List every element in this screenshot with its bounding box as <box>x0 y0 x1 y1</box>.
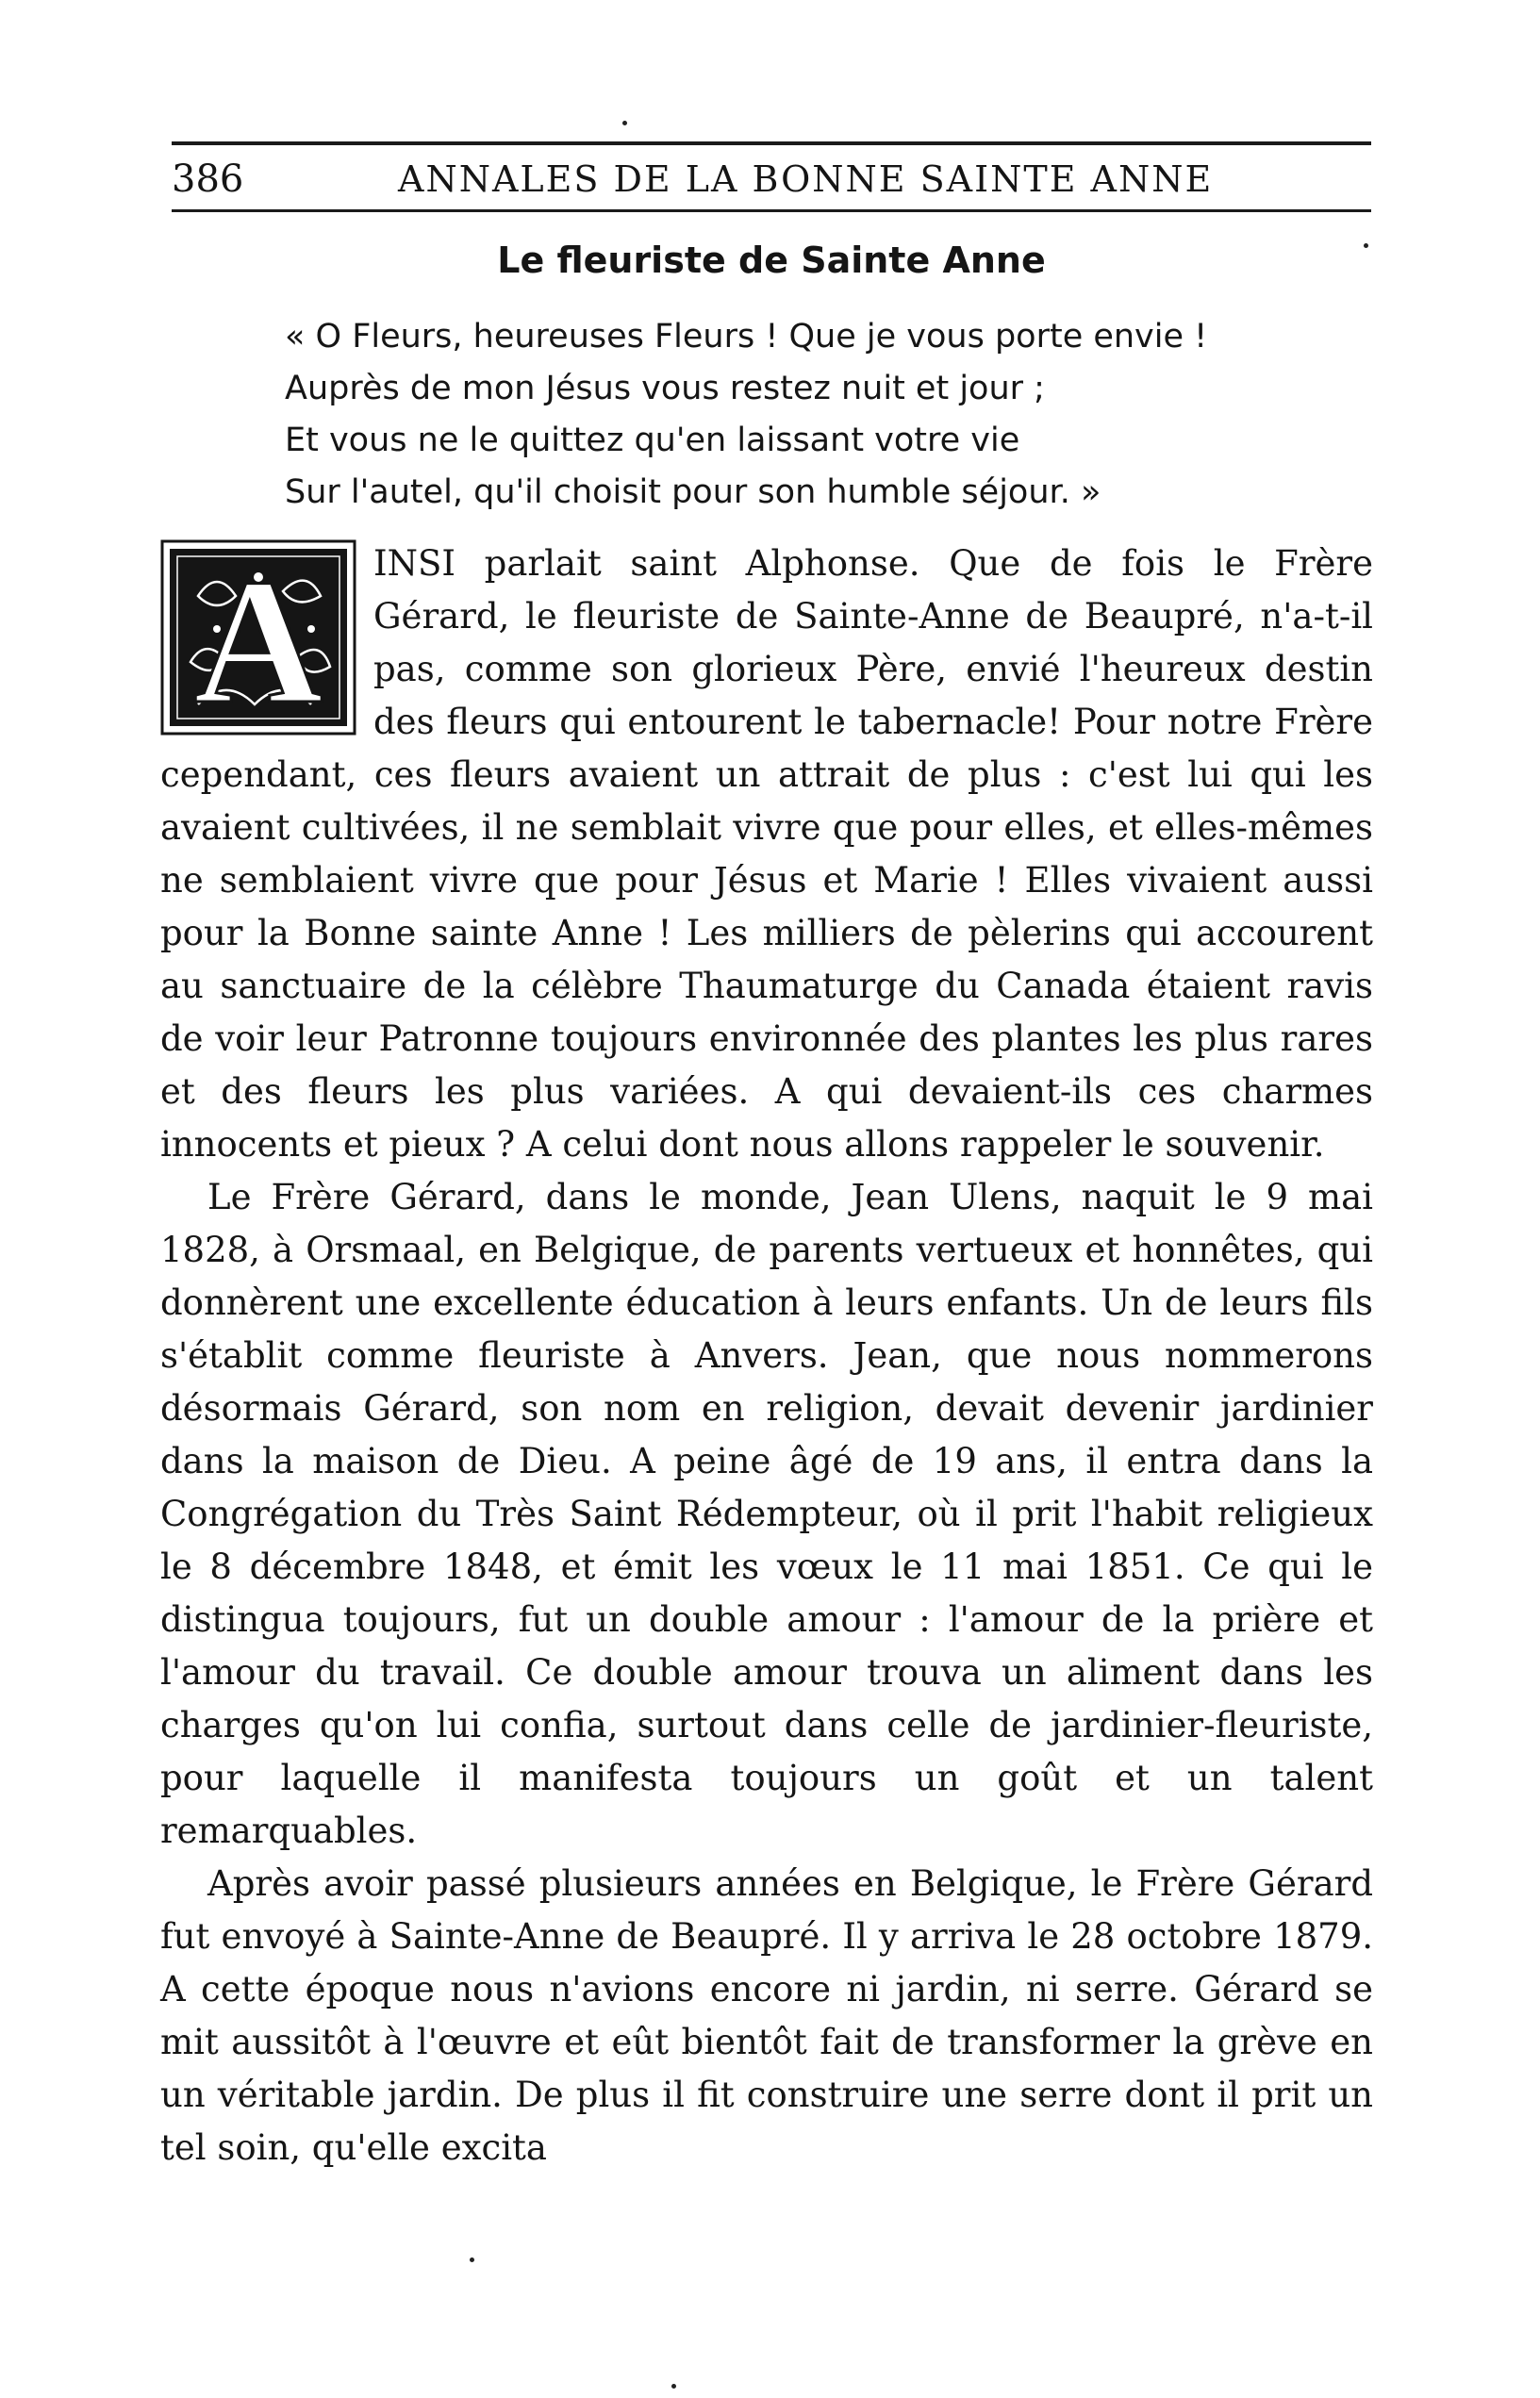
drop-cap-ornament-icon <box>160 539 356 736</box>
article-body <box>160 537 1373 2175</box>
print-speck <box>671 2384 676 2389</box>
poem-line: Et vous ne le quittez qu'en laissant votre vie <box>285 422 1020 459</box>
print-speck <box>1364 243 1368 248</box>
print-speck <box>622 121 627 125</box>
running-title: ANNALES DE LA BONNE SAINTE ANNE <box>398 158 1214 200</box>
header-rule-bottom <box>172 209 1371 212</box>
poem-line: Auprès de mon Jésus vous restez nuit et jour ; <box>285 370 1045 407</box>
running-header <box>172 151 1371 207</box>
header-rule-top <box>172 141 1371 145</box>
poem-line: Sur l'autel, qu'il choisit pour son humble séjour. » <box>285 473 1101 511</box>
drop-cap-letter: A <box>193 543 323 736</box>
paragraph-1-text: parlait saint Alphonse. Que de fois le Frère Gérard, le fleuriste de Sainte-Anne de Beaupré, n'a-t-il pas, comme son glorieux Père, envié l'heureux destin des fleurs qui entourent le tabernacle! Pour notre Frère cependant, ces fleurs avaient un attrait de plus : c'est lui qui les avaient cultivées, il ne semblait vivre que pour elles, et elles-mêmes ne semblaient vivre que pour Jésus et Marie ! Elles vivaient aussi pour la Bonne sainte Anne ! Les milliers de pèlerins qui accourent au sanctuaire de la célèbre Thaumaturge du Canada étaient ravis de voir leur Patronne toujours environnée des plantes les plus rares et des fleurs les plus variées. A qui devaient-ils ces charmes innocents et pieux ? A celui dont nous allons rappeler le souvenir. <box>160 543 1373 1165</box>
ornamental-drop-cap <box>160 539 356 736</box>
paragraph-3: Après avoir passé plusieurs années en Belgique, le Frère Gérard fut envoyé à Sainte-Anne de Beaupré. Il y arriva le 28 octobre 1879. A cette époque nous n'avions encore ni jardin, ni serre. Gérard se mit aussitôt à l'œuvre et eût bientôt fait de transformer la grève en un véritable jardin. De plus il fit construire une serre dont il prit un tel soin, qu'elle excita <box>160 1863 1373 2168</box>
paragraph-1 <box>160 537 1373 1171</box>
lead-word: INSI <box>373 543 455 584</box>
epigraph-poem <box>285 311 1322 519</box>
print-speck <box>470 2257 474 2262</box>
poem-line: « O Fleurs, heureuses Fleurs ! Que je vous porte envie ! <box>285 318 1208 356</box>
page-number: 386 <box>172 157 244 201</box>
section-title: Le fleuriste de Sainte Anne <box>497 240 1046 281</box>
paragraph-2: Le Frère Gérard, dans le monde, Jean Ulens, naquit le 9 mai 1828, à Orsmaal, en Belgique, de parents vertueux et honnêtes, qui donnèrent une excellente éducation à leurs enfants. Un de leurs fils s'établit comme fleuriste à Anvers. Jean, que nous nommerons désormais Gérard, son nom en religion, devait devenir jardinier dans la maison de Dieu. A peine âgé de 19 ans, il entra dans la Congrégation du Très Saint Rédempteur, où il prit l'habit religieux le 8 décembre 1848, et émit les vœux le 11 mai 1851. Ce qui le distingua toujours, fut un double amour : l'amour de la prière et l'amour du travail. Ce double amour trouva un aliment dans les charges qu'on lui confia, surtout dans celle de jardinier-fleuriste, pour laquelle il manifesta toujours un goût et un talent remarquables. <box>160 1177 1373 1851</box>
